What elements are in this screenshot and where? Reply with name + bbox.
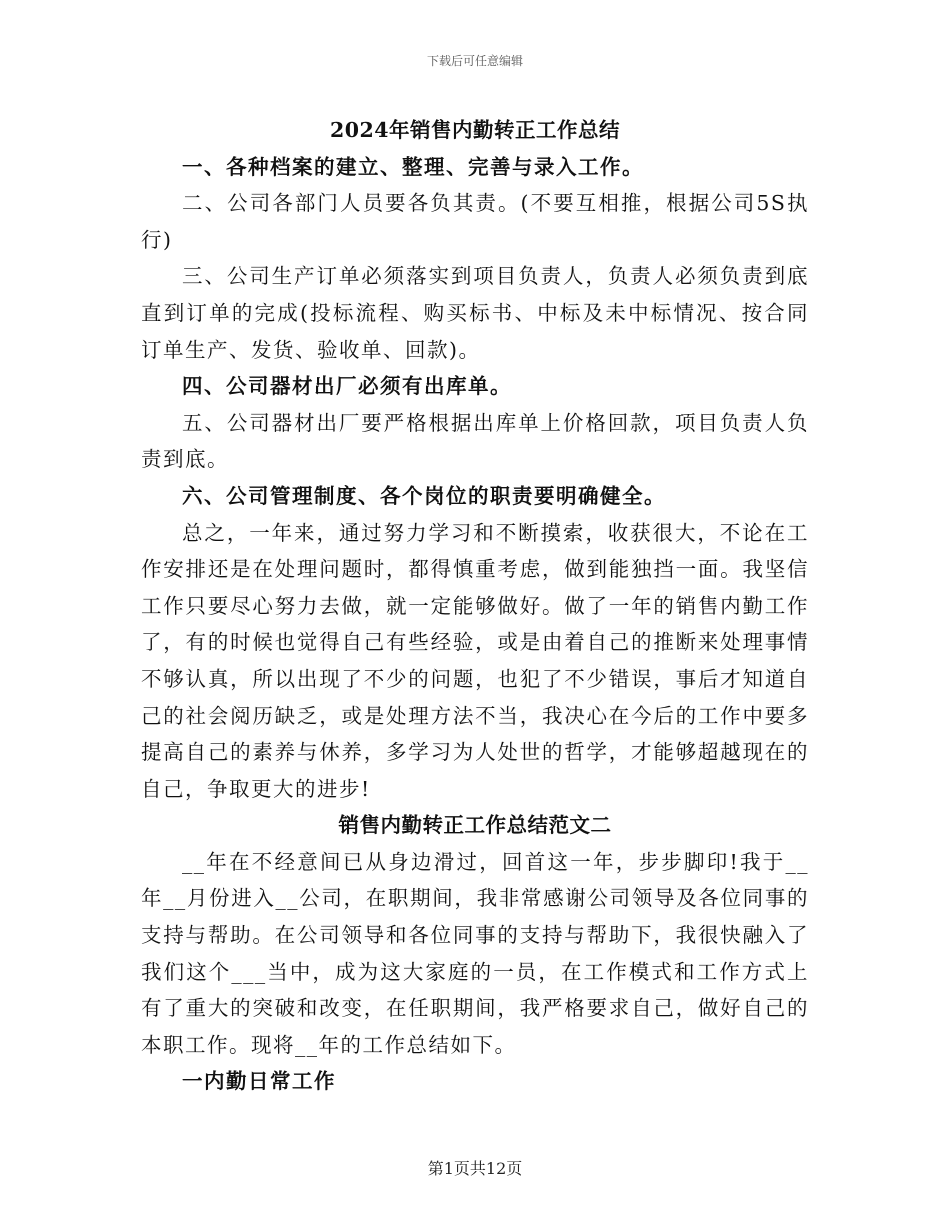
header-note: 下载后可任意编辑 — [426, 54, 523, 68]
page-footer: 第1页共12页 — [427, 1159, 523, 1178]
paragraph-2: 二、公司各部门人员要各负其责。(不要互相推，根据公司5S执行) — [141, 191, 809, 252]
paragraph-8: __年在不经意间已从身边滑过，回首这一年，步步脚印!我于__年__月份进入__公司，在职期间，我非常感谢公司领导及各位同事的支持与帮助。在公司领导和各位同事的支持与帮助下，我很快融入了我们这个___当中，成为这大家庭的一员，在工作模式和工作方式上有了重大的突破和改变，在任职期间，我严格要求自己，做好自己的本职工作。现将__年的工作总结如下。 — [141, 849, 809, 1057]
paragraph-6: 六、公司管理制度、各个岗位的职责要明确健全。 — [182, 483, 666, 508]
paragraph-7: 总之，一年来，通过努力学习和不断摸索，收获很大，不论在工作安排还是在处理问题时，都得慎重考虑，做到能独挡一面。我坚信工作只要尽心努力去做，就一定能够做好。做了一年的销售内勤工作了，有的时候也觉得自己有些经验，或是由着自己的推断来处理事情不够认真，所以出现了不少的问题，也犯了不少错误，事后才知道自己的社会阅历缺乏，或是处理方法不当，我决心在今后的工作中要多提高自己的素养与休养，多学习为人处世的哲学，才能够超越现在的自己，争取更大的进步! — [141, 520, 809, 801]
document-title: 2024年销售内勤转正工作总结 — [329, 118, 621, 142]
section-subtitle: 销售内勤转正工作总结范文二 — [338, 813, 612, 838]
paragraph-1: 一、各种档案的建立、整理、完善与录入工作。 — [182, 154, 644, 179]
paragraph-4: 四、公司器材出厂必须有出库单。 — [182, 374, 512, 399]
paragraph-3: 三、公司生产订单必须落实到项目负责人，负责人必须负责到底直到订单的完成(投标流程、购买标书、中标及未中标情况、按合同订单生产、发货、验收单、回款)。 — [141, 264, 809, 362]
section-heading: 一内勤日常工作 — [182, 1069, 336, 1094]
paragraph-5: 五、公司器材出厂要严格根据出库单上价格回款，项目负责人负责到底。 — [141, 410, 809, 472]
document-body — [141, 112, 809, 1100]
